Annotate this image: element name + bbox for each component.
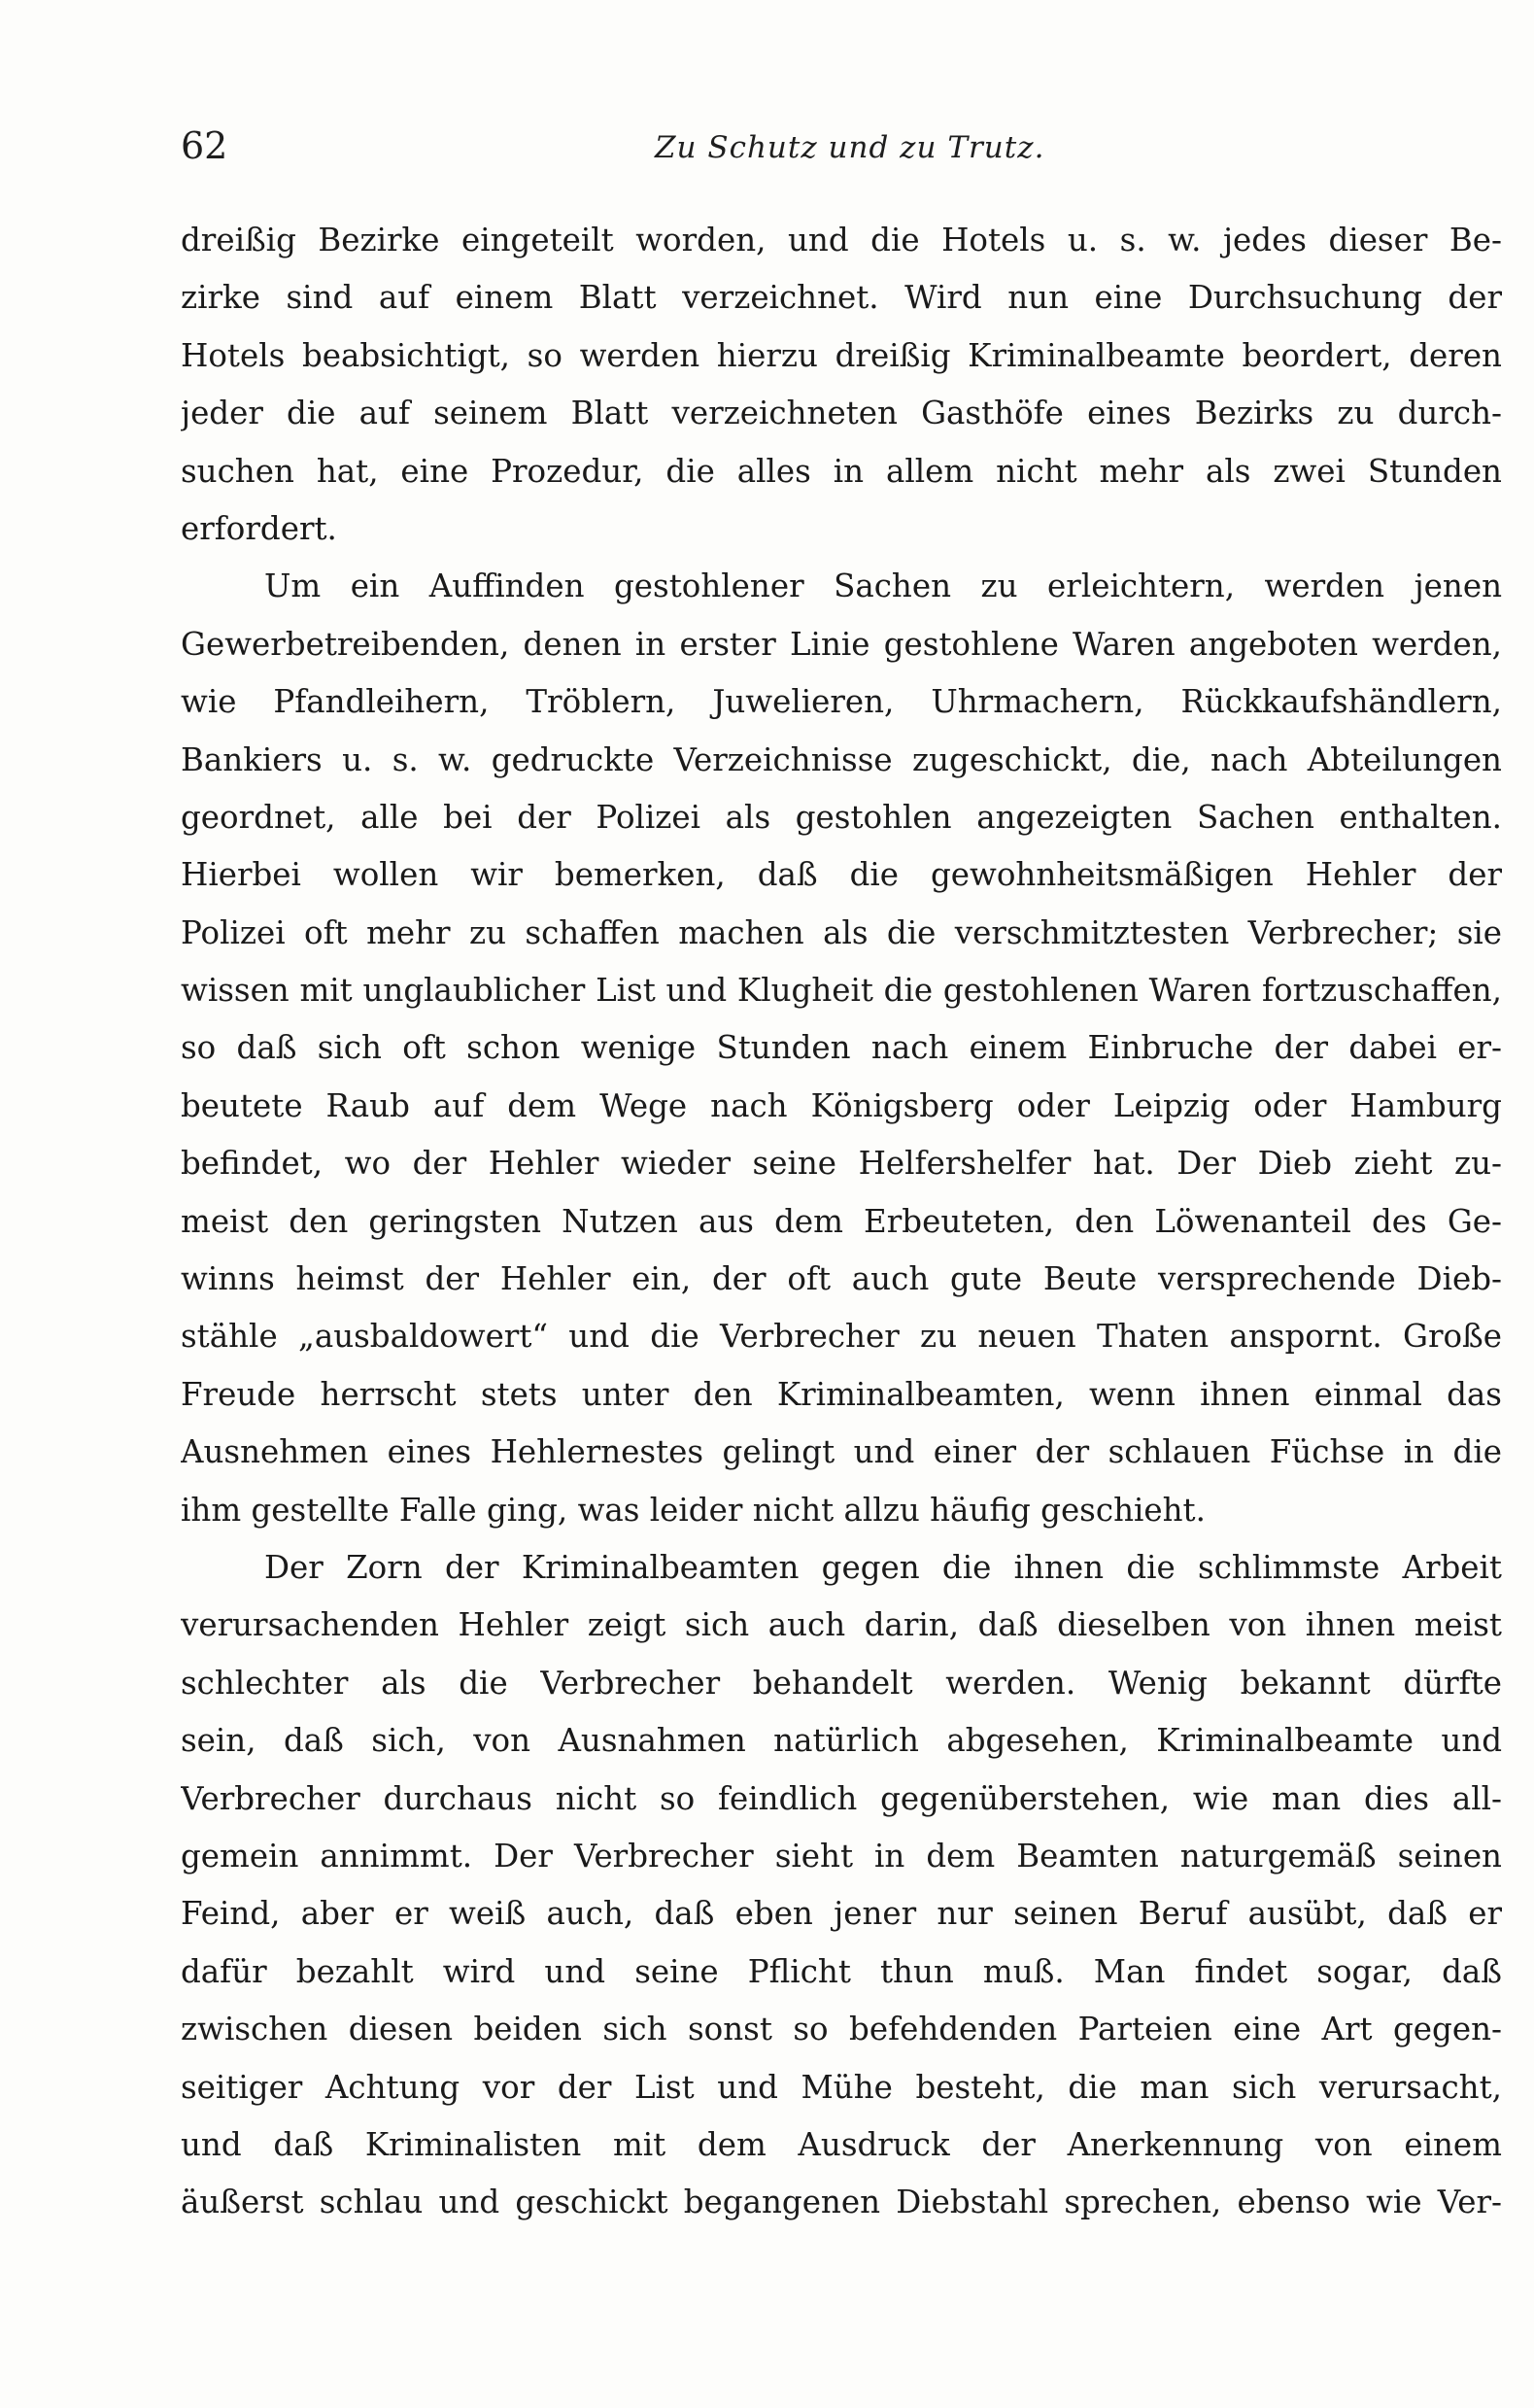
text-line: meist den geringsten Nutzen aus dem Erbeuteten, den Löwenanteil des Ge- [181, 1202, 1502, 1240]
text-line: Freude herrscht stets unter den Kriminalbeamten, wenn ihnen einmal das [181, 1375, 1502, 1413]
text-line: sein, daß sich, von Ausnahmen natürlich abgesehen, Kriminalbeamte und [181, 1722, 1502, 1760]
text-line: befindet, wo der Hehler wieder seine Helfershelfer hat. Der Dieb zieht zu- [181, 1145, 1502, 1183]
text-line: verursachenden Hehler zeigt sich auch darin, daß dieselben von ihnen meist [181, 1606, 1502, 1644]
text-line: beutete Raub auf dem Wege nach Königsberg oder Leipzig oder Hamburg [181, 1086, 1502, 1124]
text-line: Verbrecher durchaus nicht so feindlich gegenüberstehen, wie man dies all- [181, 1779, 1502, 1817]
text-line: jeder die auf seinem Blatt verzeichneten Gasthöfe eines Bezirks zu durch- [181, 395, 1502, 432]
text-line: schlechter als die Verbrecher behandelt werden. Wenig bekannt dürfte [181, 1664, 1502, 1702]
text-line: wie Pfandleihern, Tröblern, Juwelieren, Uhrmachern, Rückkaufshändlern, [181, 683, 1502, 721]
paragraph-3 [181, 1539, 1502, 2232]
page-number: 62 [181, 124, 228, 167]
text-line: ihm gestellte Falle ging, was leider nicht allzu häufig geschieht. [181, 1491, 1206, 1529]
text-line: erfordert. [181, 509, 337, 547]
text-line: Ausnehmen eines Hehlernestes gelingt und einer der schlauen Füchse in die [181, 1433, 1502, 1471]
text-line: so daß sich oft schon wenige Stunden nach einem Einbruche der dabei er- [181, 1029, 1502, 1067]
text-line: zwischen diesen beiden sich sonst so befehdenden Parteien eine Art gegen- [181, 2011, 1502, 2048]
text-line: Hotels beabsichtigt, so werden hierzu dreißig Kriminalbeamte beordert, deren [181, 336, 1502, 374]
text-line: Polizei oft mehr zu schaffen machen als die verschmitztesten Verbrecher; sie [181, 913, 1502, 951]
text-line: wissen mit unglaublicher List und Klugheit die gestohlenen Waren fortzuschaffen, [181, 972, 1502, 1010]
text-line: dafür bezahlt wird und seine Pflicht thun muß. Man findet sogar, daß [181, 1952, 1502, 1990]
running-title: Zu Schutz und zu Trutz. [655, 130, 1045, 165]
text-line: Der Zorn der Kriminalbeamten gegen die ihnen die schlimmste Arbeit [264, 1548, 1502, 1586]
text-line: Gewerbetreibenden, denen in erster Linie gestohlene Waren angeboten werden, [181, 625, 1502, 663]
text-line: geordnet, alle bei der Polizei als gestohlen angezeigten Sachen enthalten. [181, 798, 1502, 836]
text-line: Bankiers u. s. w. gedruckte Verzeichnisse zugeschickt, die, nach Abteilungen [181, 740, 1502, 778]
text-line: und daß Kriminalisten mit dem Ausdruck der Anerkennung von einem [181, 2125, 1502, 2163]
text-line: Um ein Auffinden gestohlener Sachen zu erleichtern, werden jenen [264, 568, 1502, 605]
text-line: dreißig Bezirke eingeteilt worden, und die Hotels u. s. w. jedes dieser Be- [181, 222, 1502, 258]
paragraph-2 [181, 558, 1502, 1539]
text-line: Hierbei wollen wir bemerken, daß die gewohnheitsmäßigen Hehler der [181, 856, 1502, 894]
text-line: Feind, aber er weiß auch, daß eben jener nur seinen Beruf ausübt, daß er [181, 1895, 1502, 1933]
text-line: suchen hat, eine Prozedur, die alles in allem nicht mehr als zwei Stunden [181, 452, 1502, 490]
running-head [181, 124, 1502, 183]
text-line: winns heimst der Hehler ein, der oft auch gute Beute versprechende Dieb- [181, 1260, 1502, 1298]
paragraph-1 [181, 212, 1502, 558]
text-line: äußerst schlau und geschickt begangenen Diebstahl sprechen, ebenso wie Ver- [181, 2184, 1502, 2221]
text-line: gemein annimmt. Der Verbrecher sieht in dem Beamten naturgemäß seinen [181, 1837, 1502, 1875]
body-text [181, 212, 1502, 2232]
text-line: seitiger Achtung vor der List und Mühe besteht, die man sich verursacht, [181, 2068, 1502, 2106]
text-line: zirke sind auf einem Blatt verzeichnet. Wird nun eine Durchsuchung der [181, 279, 1502, 317]
text-line: stähle „ausbaldowert“ und die Verbrecher zu neuen Thaten anspornt. Große [181, 1318, 1502, 1356]
